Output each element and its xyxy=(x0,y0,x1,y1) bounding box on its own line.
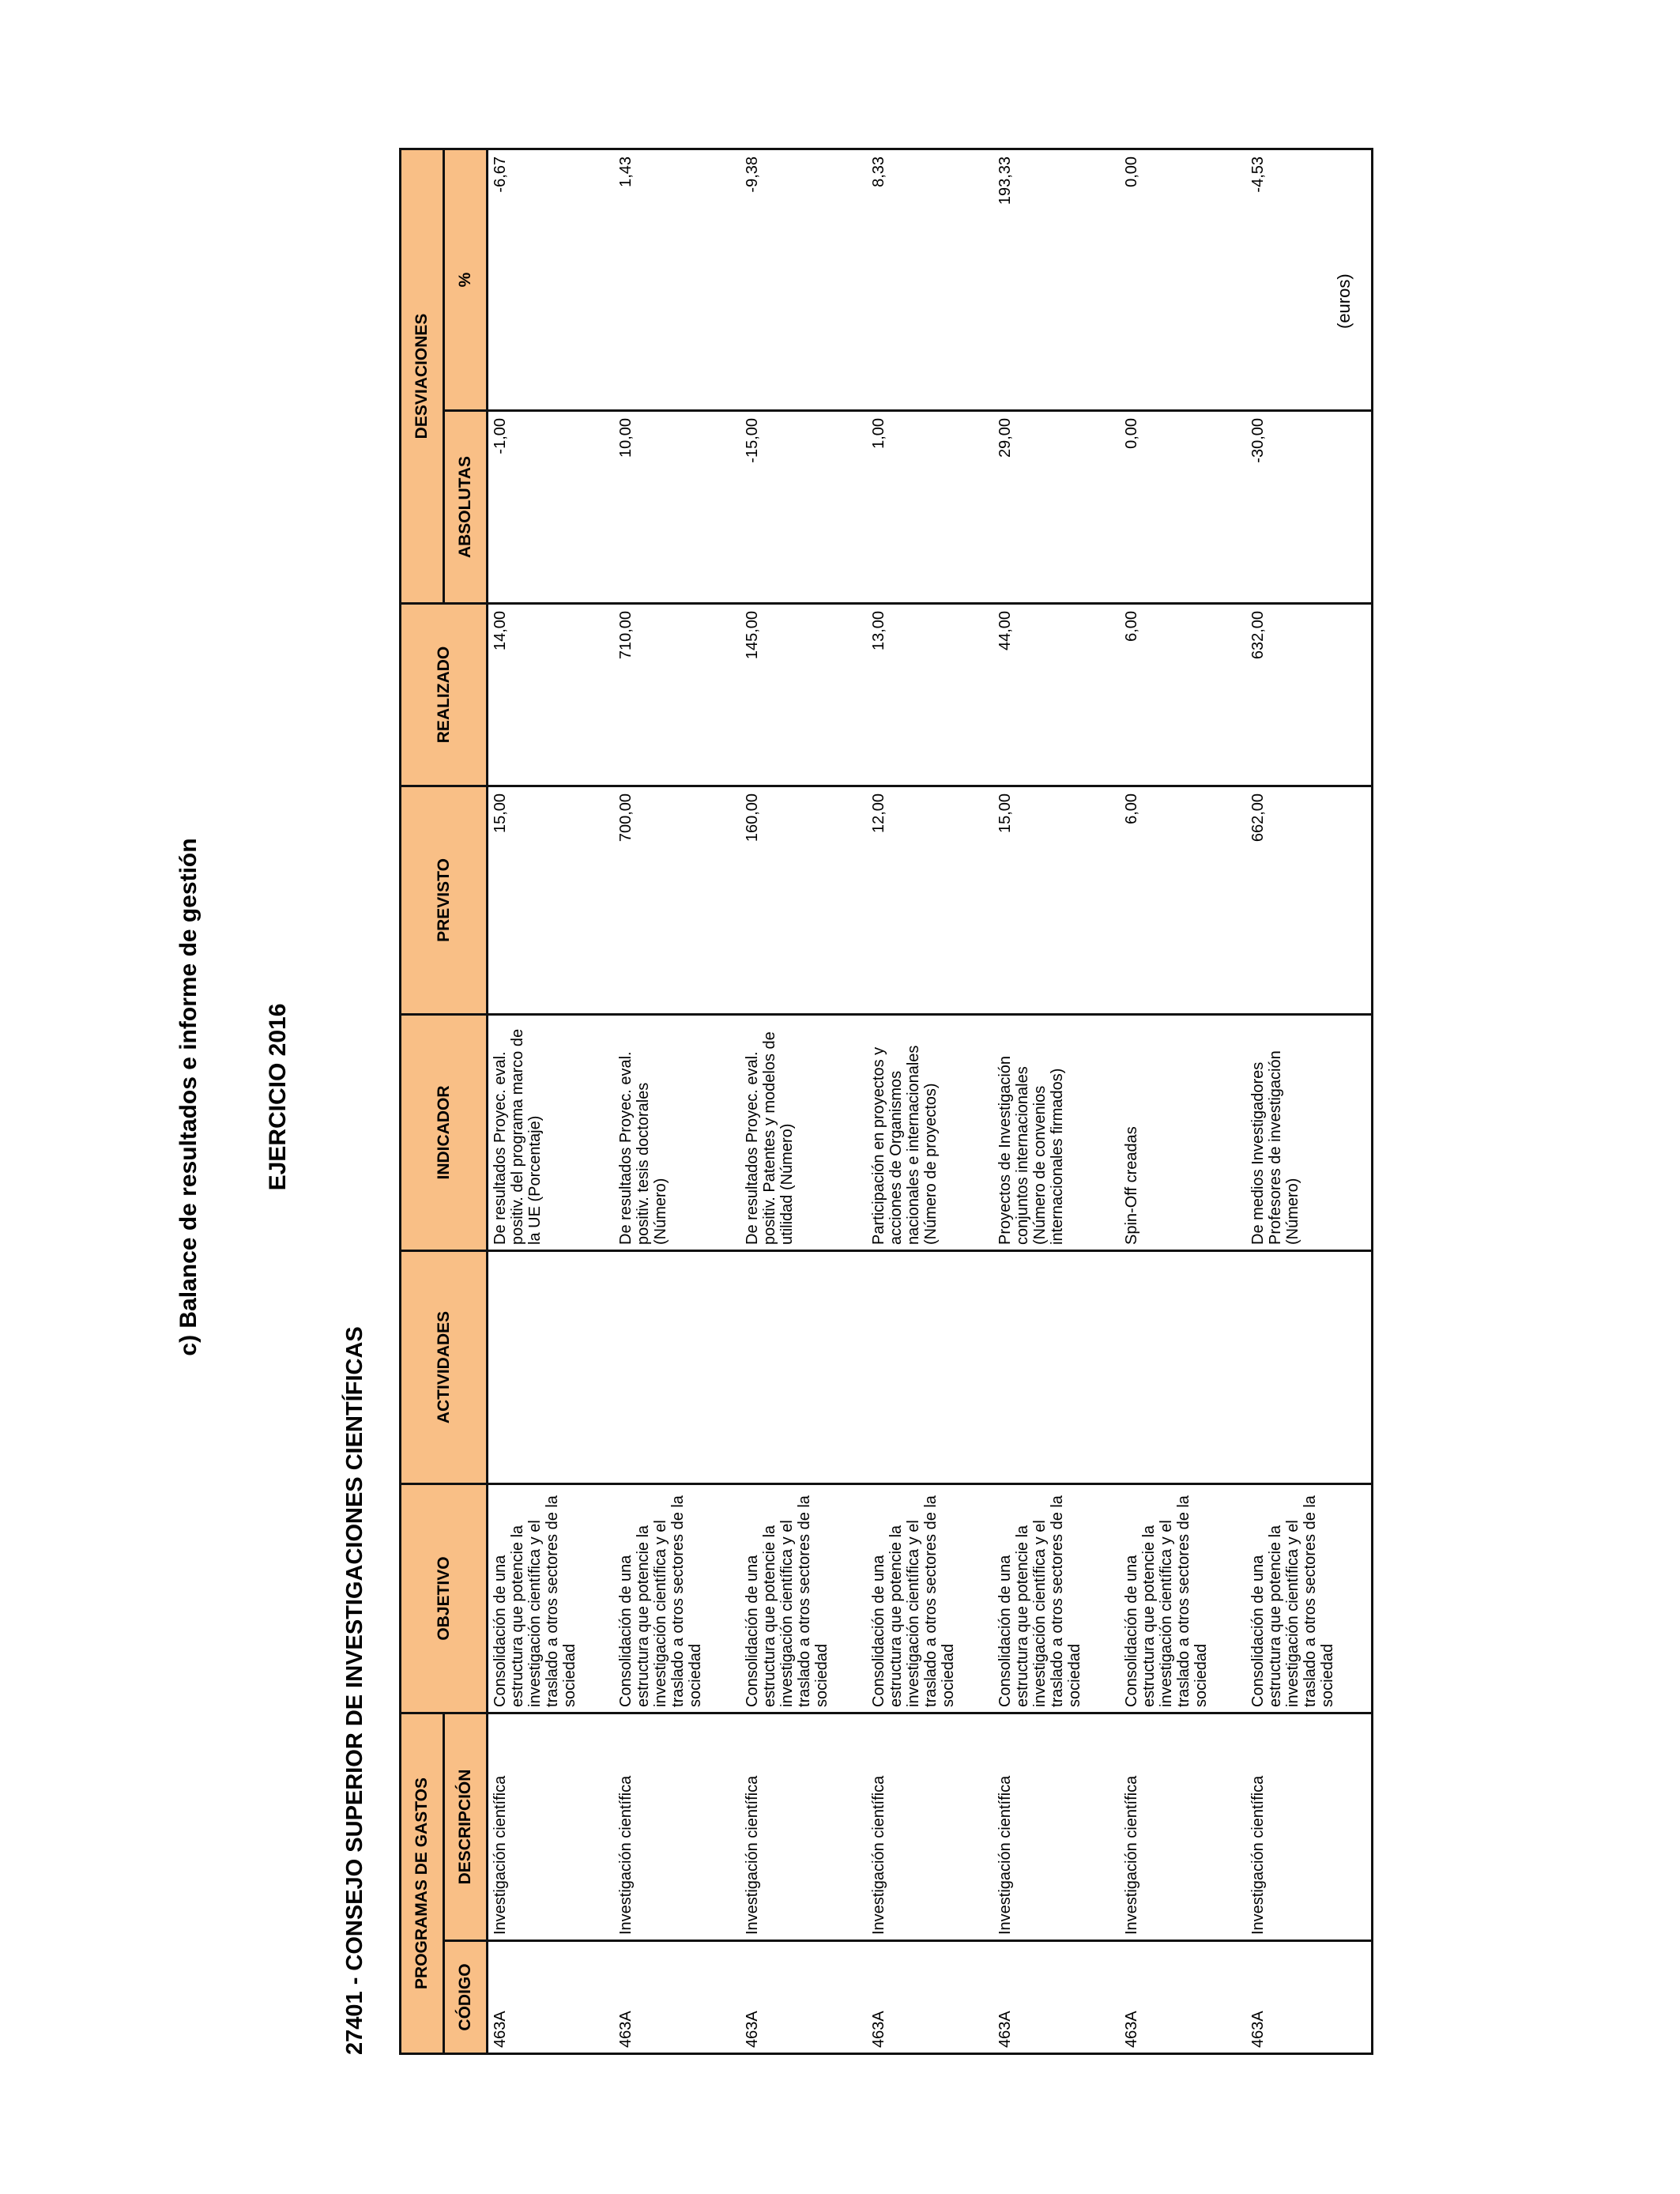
descripcion-cell-text: Investigación científica xyxy=(1249,1775,1267,1935)
codigo-cell xyxy=(740,1941,867,2054)
realizado-cell-text: 14,00 xyxy=(492,610,509,651)
previsto-cell-text: 662,00 xyxy=(1249,793,1267,843)
realizado-cell xyxy=(1120,603,1246,786)
indicador-cell-text: Participación en proyectos y acciones de Organismos nacionales e internacionales (Número de proyectos) xyxy=(869,1045,940,1245)
indicador-cell-text: De medios Investigadores Profesores de investigación (Número) xyxy=(1249,1050,1301,1245)
realizado-cell xyxy=(993,603,1120,786)
previsto-cell-text: 15,00 xyxy=(492,793,509,834)
codigo-cell-text: 463A xyxy=(1122,2011,1140,2048)
indicador-cell xyxy=(488,1014,614,1250)
table-row xyxy=(488,149,614,2053)
porcentaje-cell-text: 1,43 xyxy=(616,156,635,187)
codigo-cell-text: 463A xyxy=(1249,2011,1267,2048)
codigo-cell xyxy=(1246,1941,1373,2054)
absolutas-cell-text: 1,00 xyxy=(869,417,887,449)
realizado-cell-text: 13,00 xyxy=(869,610,887,651)
realizado-cell xyxy=(614,603,740,786)
indicador-cell xyxy=(1120,1014,1246,1250)
descripcion-cell-text: Investigación científica xyxy=(616,1775,635,1935)
section-title: c) Balance de resultados e informe de gestión xyxy=(175,838,202,1356)
header-desviaciones: DESVIACIONES xyxy=(401,149,444,603)
objetivo-cell xyxy=(488,1483,614,1713)
porcentaje-cell-text: 193,33 xyxy=(996,156,1014,205)
previsto-cell-text: 6,00 xyxy=(1122,793,1140,824)
header-indicador: INDICADOR xyxy=(401,1014,488,1250)
indicador-cell-text: De resultados Proyec. eval. positiv. Patentes y modelos de utilidad (Número) xyxy=(743,1031,796,1245)
objetivo-cell xyxy=(614,1483,740,1713)
absolutas-cell xyxy=(867,410,993,603)
absolutas-cell xyxy=(1120,410,1246,603)
codigo-cell xyxy=(488,1941,614,2054)
actividades-cell-text xyxy=(867,1252,870,1483)
descripcion-cell-text: Investigación científica xyxy=(743,1775,761,1935)
descripcion-cell-text: Investigación científica xyxy=(492,1775,509,1935)
table-body xyxy=(488,149,1373,2053)
absolutas-cell-text: 29,00 xyxy=(996,417,1014,458)
absolutas-cell xyxy=(488,410,614,603)
header-realizado: REALIZADO xyxy=(401,603,488,786)
descripcion-cell xyxy=(1120,1713,1246,1940)
porcentaje-cell xyxy=(867,149,993,410)
absolutas-cell xyxy=(1246,410,1373,603)
indicador-cell xyxy=(614,1014,740,1250)
objetivo-cell-text: Consolidación de una estructura que potencie la investigación científica y el traslado a otros sectores de la sociedad xyxy=(616,1495,704,1707)
previsto-cell xyxy=(867,786,993,1014)
objetivo-cell-text: Consolidación de una estructura que potencie la investigación científica y el traslado a otros sectores de la sociedad xyxy=(1249,1495,1336,1707)
table-row xyxy=(993,149,1120,2053)
header-descripcion: DESCRIPCIÓN xyxy=(444,1713,488,1940)
table-row xyxy=(1120,149,1246,2053)
absolutas-cell xyxy=(740,410,867,603)
porcentaje-cell-text: -6,67 xyxy=(492,156,509,193)
organization-title: 27401 - CONSEJO SUPERIOR DE INVESTIGACIONES CIENTÍFICAS xyxy=(342,1326,367,2055)
objetivo-cell xyxy=(740,1483,867,1713)
porcentaje-cell xyxy=(740,149,867,410)
previsto-cell xyxy=(1246,786,1373,1014)
actividades-cell xyxy=(993,1250,1120,1483)
porcentaje-cell-text: 8,33 xyxy=(869,156,887,187)
porcentaje-cell xyxy=(993,149,1120,410)
actividades-cell-text xyxy=(488,1252,492,1483)
codigo-cell-text: 463A xyxy=(492,2011,509,2048)
descripcion-cell xyxy=(488,1713,614,1940)
exercise-year: EJERCICIO 2016 xyxy=(265,1003,291,1191)
codigo-cell-text: 463A xyxy=(996,2011,1014,2048)
objetivo-cell-text: Consolidación de una estructura que potencie la investigación científica y el traslado a otros sectores de la sociedad xyxy=(996,1495,1083,1707)
previsto-cell xyxy=(614,786,740,1014)
absolutas-cell xyxy=(993,410,1120,603)
porcentaje-cell-text: -9,38 xyxy=(743,156,761,193)
porcentaje-cell xyxy=(488,149,614,410)
descripcion-cell xyxy=(614,1713,740,1940)
codigo-cell-text: 463A xyxy=(616,2011,635,2048)
codigo-cell xyxy=(867,1941,993,2054)
results-table xyxy=(399,148,1373,2055)
objetivo-cell-text: Consolidación de una estructura que potencie la investigación científica y el traslado a otros sectores de la sociedad xyxy=(492,1495,578,1707)
absolutas-cell-text: -30,00 xyxy=(1249,417,1267,463)
codigo-cell xyxy=(993,1941,1120,2054)
previsto-cell-text: 700,00 xyxy=(616,793,635,843)
header-previsto: PREVISTO xyxy=(401,786,488,1014)
indicador-cell xyxy=(993,1014,1120,1250)
table-row xyxy=(614,149,740,2053)
previsto-cell xyxy=(993,786,1120,1014)
previsto-cell-text: 160,00 xyxy=(743,793,761,843)
objetivo-cell xyxy=(1120,1483,1246,1713)
table-row xyxy=(867,149,993,2053)
realizado-cell-text: 145,00 xyxy=(743,610,761,660)
indicador-cell-text: Proyectos de Investigación conjuntos internacionales (Número de convenios internacionales firmados) xyxy=(996,1055,1066,1245)
actividades-cell xyxy=(1120,1250,1246,1483)
realizado-cell-text: 710,00 xyxy=(616,610,635,660)
descripcion-cell xyxy=(867,1713,993,1940)
header-codigo: CÓDIGO xyxy=(444,1941,488,2054)
descripcion-cell-text: Investigación científica xyxy=(1122,1775,1140,1935)
absolutas-cell xyxy=(614,410,740,603)
actividades-cell-text xyxy=(740,1252,744,1483)
header-objetivo: OBJETIVO xyxy=(401,1483,488,1713)
indicador-cell-text: De resultados Proyec. eval. positiv. tesis doctorales (Número) xyxy=(616,1051,669,1245)
objetivo-cell xyxy=(867,1483,993,1713)
descripcion-cell-text: Investigación científica xyxy=(869,1775,887,1935)
codigo-cell xyxy=(1120,1941,1246,2054)
actividades-cell xyxy=(740,1250,867,1483)
indicador-cell xyxy=(1246,1014,1373,1250)
actividades-cell-text xyxy=(1120,1252,1123,1483)
currency-note: (euros) xyxy=(1334,273,1354,329)
porcentaje-cell xyxy=(614,149,740,410)
porcentaje-cell xyxy=(1120,149,1246,410)
codigo-cell-text: 463A xyxy=(869,2011,887,2048)
descripcion-cell xyxy=(993,1713,1120,1940)
actividades-cell xyxy=(867,1250,993,1483)
actividades-cell xyxy=(1246,1250,1373,1483)
descripcion-cell-text: Investigación científica xyxy=(996,1775,1014,1935)
realizado-cell xyxy=(867,603,993,786)
table-row xyxy=(740,149,867,2053)
header-porcentaje: % xyxy=(444,149,488,410)
previsto-cell-text: 15,00 xyxy=(996,793,1014,834)
actividades-cell-text xyxy=(1246,1252,1249,1483)
objetivo-cell-text: Consolidación de una estructura que potencie la investigación científica y el traslado a otros sectores de la sociedad xyxy=(869,1495,957,1707)
realizado-cell-text: 44,00 xyxy=(996,610,1014,651)
codigo-cell xyxy=(614,1941,740,2054)
actividades-cell-text xyxy=(993,1252,996,1483)
descripcion-cell xyxy=(740,1713,867,1940)
porcentaje-cell-text: 0,00 xyxy=(1122,156,1140,187)
realizado-cell-text: 6,00 xyxy=(1122,610,1140,642)
indicador-cell xyxy=(867,1014,993,1250)
realizado-cell-text: 632,00 xyxy=(1249,610,1267,660)
descripcion-cell xyxy=(1246,1713,1373,1940)
codigo-cell-text: 463A xyxy=(743,2011,761,2048)
indicador-cell xyxy=(740,1014,867,1250)
realizado-cell xyxy=(1246,603,1373,786)
previsto-cell-text: 12,00 xyxy=(869,793,887,834)
objetivo-cell-text: Consolidación de una estructura que potencie la investigación científica y el traslado a otros sectores de la sociedad xyxy=(743,1495,831,1707)
table-row xyxy=(1246,149,1373,2053)
absolutas-cell-text: -15,00 xyxy=(743,417,761,463)
porcentaje-cell-text: -4,53 xyxy=(1249,156,1267,193)
previsto-cell xyxy=(1120,786,1246,1014)
indicador-cell-text: De resultados Proyec. eval. positiv. del programa marco de la UE (Porcentaje) xyxy=(492,1028,544,1245)
actividades-cell-text xyxy=(614,1252,617,1483)
absolutas-cell-text: -1,00 xyxy=(492,417,509,454)
realizado-cell xyxy=(488,603,614,786)
previsto-cell xyxy=(488,786,614,1014)
header-programas-de-gastos: PROGRAMAS DE GASTOS xyxy=(401,1713,444,2053)
actividades-cell xyxy=(614,1250,740,1483)
header-absolutas: ABSOLUTAS xyxy=(444,410,488,603)
absolutas-cell-text: 10,00 xyxy=(616,417,635,458)
realizado-cell xyxy=(740,603,867,786)
previsto-cell xyxy=(740,786,867,1014)
indicador-cell-text: Spin-Off creadas xyxy=(1122,1126,1140,1245)
header-actividades: ACTIVIDADES xyxy=(401,1250,488,1483)
objetivo-cell xyxy=(1246,1483,1373,1713)
absolutas-cell-text: 0,00 xyxy=(1122,417,1140,449)
objetivo-cell-text: Consolidación de una estructura que potencie la investigación científica y el traslado a otros sectores de la sociedad xyxy=(1122,1495,1210,1707)
actividades-cell xyxy=(488,1250,614,1483)
objetivo-cell xyxy=(993,1483,1120,1713)
